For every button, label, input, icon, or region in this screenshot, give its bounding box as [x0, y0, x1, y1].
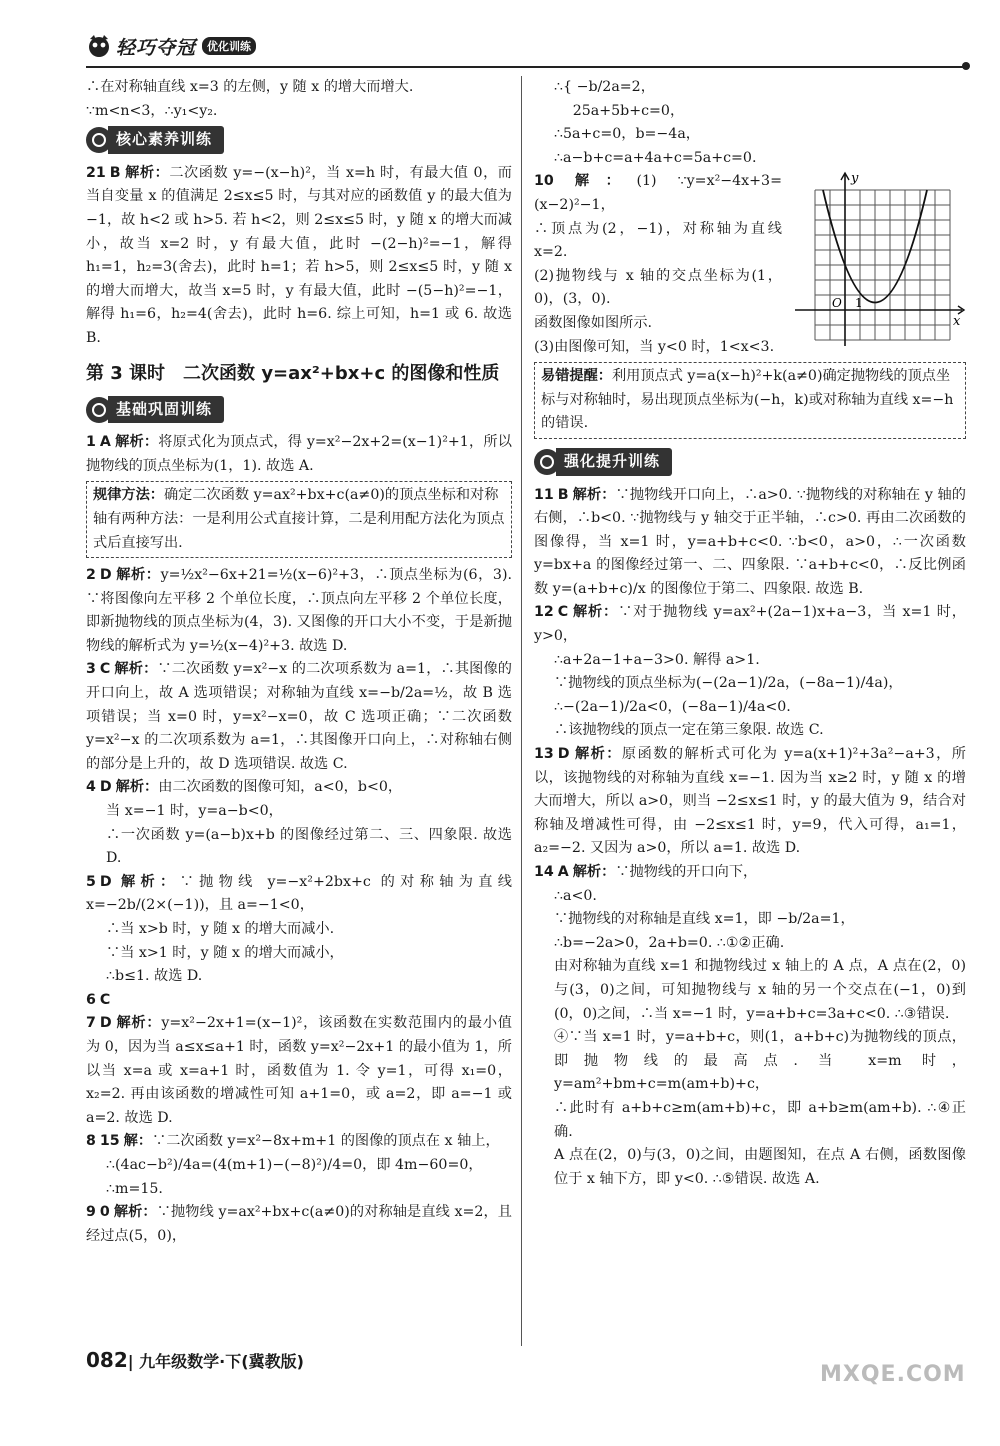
- question-7: [86, 1012, 512, 1130]
- solution-text: ∵二次函数 y=x²−x 的二次项系数为 a=1，∴其图像的开口向上，故 A 选项错误；对称轴为直线 x=−b/2a=½，故 B 选项错误；当 x=0 时，y=x²−x=0，故 C 选项正确；∵二次函数 y=x²−x 的二次项系数为 a=1，∴其图像开口向上，∴对称轴右侧的部分是上升的，故 D 选项错误. 故选 C.: [86, 661, 512, 772]
- tick-label-one: 1: [855, 296, 863, 311]
- section-badge-icon: [534, 449, 560, 475]
- question-number: 5: [86, 873, 96, 890]
- tip-text: 利用顶点式 y=a(x−h)²+k(a≠0)确定抛物线的顶点坐标与对称轴时，易出现顶点坐标为(−h，k)或对称轴为直线 x=−h 的错误.: [541, 368, 954, 432]
- solution-line: ∴{ −b/2a=2，: [554, 79, 655, 95]
- answer-letter: A: [557, 864, 569, 880]
- section-banner-advanced: [534, 448, 672, 476]
- question-number: 7: [86, 1015, 96, 1032]
- section-banner-label: 基础巩固训练: [108, 396, 224, 424]
- solution-line: ∴(4ac−b²)/4a=(4(m+1)−(−8)²)/4=0，即 4m−60=0，: [106, 1156, 483, 1173]
- question-number: 2: [86, 567, 96, 584]
- question-3: [86, 658, 512, 776]
- question-number: 10: [534, 173, 554, 190]
- solution-label: 解析：: [115, 1015, 162, 1032]
- solution-label: 解析：: [115, 873, 180, 890]
- intro-line-2: ∵m<n<3，∴y₁<y₂.: [86, 102, 218, 119]
- method-tip-box: [86, 481, 512, 558]
- solution-text: 将原式化为顶点式，得 y=x²−2x+2=(x−1)²+1，所以抛物线的顶点坐标为(1，1). 故选 A.: [86, 434, 512, 474]
- question-4: [86, 776, 512, 800]
- solution-line: 函数图像如图所示.: [534, 314, 653, 331]
- header-rule: [86, 66, 966, 68]
- question-number: 6: [86, 991, 96, 1008]
- section-badge-icon: [86, 397, 112, 423]
- solution-line: ∴该抛物线的顶点一定在第三象限. 故选 C.: [554, 722, 824, 739]
- answer-letter: D: [557, 746, 570, 763]
- solution-line: (3)由图像可知，当 y<0 时，1<x<3.: [534, 338, 775, 355]
- solution-line: ∴−(2a−1)/2a<0，(−8a−1)/4a<0.: [554, 698, 791, 715]
- solution-line: ∴a+2a−1+a−3>0. 解得 a>1.: [554, 651, 760, 668]
- solution-line: ∴5a+c=0，b=−4a，: [554, 126, 700, 143]
- solution-label: 解析：: [114, 661, 158, 678]
- solution-label: 解：: [123, 1133, 153, 1150]
- answer-letter: B: [109, 164, 121, 181]
- lesson-title: 第 3 课时 二次函数 y=ax²+bx+c 的图像和性质: [86, 362, 500, 384]
- solution-line: ∵对于抛物线 y=ax²+(2a−1)x+a−3，当 x=1 时，y>0，: [534, 604, 966, 645]
- column-divider: [521, 76, 522, 1346]
- solution-label: 解析：: [572, 486, 616, 503]
- solution-line: 由对称轴为直线 x=1 和抛物线过 x 轴上的 A 点，A 点在(2，0)与(3，0)之间，可知抛物线与 x 轴的另一个交点在(−1，0)到(0，0)之间，∴当 x=−1 时，y=a+b+c=3a+c<0. ∴③错误.: [554, 958, 966, 1022]
- answer-letter: A: [99, 434, 111, 451]
- question-number: 4: [86, 779, 96, 796]
- solution-label: 解：: [574, 173, 637, 190]
- question-number: 9: [86, 1204, 96, 1221]
- header-rule-dot: [962, 62, 970, 70]
- question-number: 11: [534, 486, 554, 503]
- intro-line-1: ∴在对称轴直线 x=3 的左侧，y 随 x 的增大而增大.: [86, 79, 414, 95]
- solution-line: ∵当 x>1 时，y 随 x 的增大而减小，: [106, 944, 344, 961]
- answer-letter: C: [99, 661, 111, 678]
- solution-line: A 点在(2，0)与(3，0)之间，由题图知，在点 A 右侧，函数图像位于 x 轴下方，即 y<0. ∴⑤错误. 故选 A.: [554, 1147, 966, 1187]
- solution-line: ④∵当 x=1 时，y=a+b+c，则(1，a+b+c)为抛物线的顶点，即抛物线的最高点. 当 x=m 时，y=am²+bm+c=m(am+b)+c，: [554, 1029, 966, 1093]
- solution-label: 解析：: [113, 1204, 157, 1221]
- question-21: [86, 162, 512, 351]
- solution-text: y=x²−2x+1=(x−1)²，该函数在实数范围内的最小值为 0，因为当 a≤x≤a+1 时，函数 y=x²−2x+1 的最小值为 1，所以当 x=a 或 x=a+1 时，函数值为 1. 令 y=1，可得 x₁=0，x₂=2. 再由该函数的增减性可知 a+1=0，或 a=2，即 a=−1 或 a=2. 故选 D.: [86, 1015, 512, 1126]
- tip-label: 规律方法：: [93, 487, 164, 504]
- question-13: [534, 743, 966, 861]
- solution-line: ∴a<0.: [554, 887, 597, 904]
- solution-line: 25a+5b+c=0，: [554, 102, 685, 119]
- answer-letter: D: [99, 1015, 112, 1032]
- question-number: 21: [86, 164, 106, 181]
- solution-line: 由二次函数的图像可知，a<0，b<0，: [158, 779, 403, 796]
- brand-badge: 优化训练: [202, 37, 256, 55]
- solution-label: 解析：: [124, 164, 170, 181]
- solution-text: 二次函数 y=−(x−h)²，当 x=h 时，有最大值 0，而当自变量 x 的值满足 2≤x≤5 时，与其对应的函数值 y 的最大值为−1，故 h<2 或 h>5. 若 h<2，则 2≤x≤5 时，y 随 x 的增大而减小，故当 x=2 时，y 有最大值，此时 −(2−h)²=−1，解得 h₁=1，h₂=3(舍去)，此时 h=1；若 h>5，则 2≤x≤5 时，y 随 x 的增大而增大，故当 x=5 时，y 有最大值，此时 −(5−h)²=−1，解得 h₁=6，h₂=4(舍去)，此时 h=6. 综上可知，h=1 或 6. 故选 B.: [86, 164, 512, 346]
- answer-letter: C: [99, 991, 111, 1008]
- question-6: [86, 989, 512, 1013]
- answer-letter: D: [99, 567, 112, 584]
- brand-logo: [86, 30, 256, 62]
- solution-line: ∵抛物线 y=−x²+2bx+c 的对称轴为直线 x=−2b/(2×(−1))，且 a=−1<0，: [86, 873, 512, 914]
- solution-label: 解析：: [115, 779, 159, 796]
- graph-grid: [815, 190, 950, 340]
- solution-text: y=½x²−6x+21=½(x−6)²+3，∴顶点坐标为(6，3). ∵将图像向左平移 2 个单位长度，∴顶点向左平移 2 个单位长度，即新抛物线的顶点坐标为(4，3). 又图像的开口大小不变，于是新抛物线的解析式为 y=½(x−4)²+3. 故选 D.: [86, 567, 512, 654]
- solution-line: (1) ∵y=x²−4x+3=(x−2)²−1，: [534, 173, 782, 213]
- question-12: [534, 601, 966, 648]
- solution-text: ∵抛物线 y=ax²+bx+c(a≠0)的对称轴是直线 x=2，且经过点(5，0)，: [86, 1204, 512, 1244]
- answer-letter: D: [99, 779, 112, 796]
- section-banner-basic: [86, 396, 224, 424]
- solution-line: ∴m=15.: [106, 1180, 163, 1197]
- solution-line: ∴a−b+c=a+4a+c=5a+c=0.: [554, 149, 757, 166]
- solution-label: 解析：: [572, 604, 619, 621]
- question-number: 14: [534, 864, 554, 880]
- book-title: 九年级数学·下(冀教版): [139, 1352, 304, 1371]
- origin-label: O: [832, 296, 842, 311]
- solution-line: ∴一次函数 y=(a−b)x+b 的图像经过第二、三、四象限. 故选 D.: [106, 826, 512, 867]
- question-number: 12: [534, 604, 554, 621]
- page-header: [86, 30, 966, 74]
- question-1: [86, 431, 512, 478]
- error-tip-box: [534, 362, 966, 439]
- solution-line: ∴顶点为(2，−1)，对称轴为直线 x=2.: [534, 220, 782, 261]
- section-badge-icon: [86, 127, 112, 153]
- answer-value: 15: [99, 1133, 120, 1150]
- section-banner-label: 核心素养训练: [108, 126, 224, 154]
- solution-label: 解析：: [114, 434, 159, 451]
- solution-line: ∴当 x>b 时，y 随 x 的增大而减小.: [106, 921, 335, 937]
- x-axis-label: x: [953, 314, 961, 330]
- solution-label: 解析：: [573, 746, 622, 763]
- solution-line: ∴此时有 a+b+c≥m(am+b)+c，即 a+b≥m(am+b). ∴④正确.: [554, 1099, 966, 1140]
- solution-line: 当 x=−1 时，y=a−b<0，: [106, 803, 283, 820]
- page-footer: 082| 九年级数学·下(冀教版): [86, 1348, 304, 1372]
- section-banner-core: [86, 126, 224, 154]
- solution-line: ∵抛物线的对称轴是直线 x=1，即 −b/2a=1，: [554, 911, 855, 928]
- solution-line: ∵二次函数 y=x²−8x+m+1 的图像的顶点在 x 轴上，: [152, 1133, 500, 1150]
- site-watermark: MXQE.COM: [820, 1362, 966, 1387]
- solution-line: ∵抛物线的顶点坐标为(−(2a−1)/2a，(−8a−1)/4a)，: [554, 675, 903, 692]
- answer-letter: C: [557, 604, 569, 621]
- right-column: [534, 76, 966, 1191]
- solution-line: ∴b=−2a>0，2a+b=0. ∴①②正确.: [554, 934, 785, 951]
- left-column: [86, 76, 512, 1248]
- brand-name: 轻巧夺冠: [116, 36, 197, 59]
- tip-text: 确定二次函数 y=ax²+bx+c(a≠0)的顶点坐标和对称轴有两种方法：一是利用公式直接计算，二是利用配方法化为顶点式后直接写出.: [93, 487, 505, 551]
- question-8: [86, 1130, 512, 1154]
- page-number: 082: [86, 1348, 128, 1372]
- question-number: 13: [534, 746, 554, 763]
- solution-text: 原函数的解析式可化为 y=a(x+1)²+3a²−a+3，所以，该抛物线的对称轴为直线 x=−1. 因为当 x≥2 时，y 随 x 的增大而增大，所以 a>0，则当 −2≤x≤1 时，y 的最大值为 9，结合对称轴及增减性可得，由 −2≤x≤1 时，y=9，代入可得，a₁=1，a₂=−2. 又因为 a>0，所以 a=1. 故选 D.: [534, 746, 966, 857]
- question-2: [86, 564, 512, 658]
- answer-letter: D: [99, 873, 112, 890]
- question-14: [534, 861, 966, 885]
- question-number: 3: [86, 661, 96, 678]
- y-axis-label: y: [851, 171, 859, 187]
- solution-label: 解析：: [572, 864, 616, 880]
- question-number: 1: [86, 434, 96, 451]
- solution-line: ∴b≤1. 故选 D.: [106, 968, 203, 985]
- parabola-graph-svg: [790, 170, 966, 348]
- solution-line: (2)抛物线与 x 轴的交点坐标为(1，0)，(3，0).: [534, 267, 782, 308]
- question-11: [534, 484, 966, 602]
- solution-text: ∵抛物线开口向上，∴a>0. ∵抛物线的对称轴在 y 轴的右侧，∴b<0. ∵抛物线与 y 轴交于正半轴，∴c>0. 再由二次函数的图像得，当 x=1 时，y=a+b+c<0. ∵b<0，a>0，∴一次函数 y=bx+a 的图像经过第一、二、四象限. ∵a+b+c<0，∴反比例函数 y=(a+b+c)/x 的图像位于第二、四象限. 故选 B.: [534, 486, 966, 597]
- answer-value: 0: [99, 1204, 110, 1221]
- section-banner-label: 强化提升训练: [556, 448, 672, 476]
- question-9: [86, 1201, 512, 1248]
- solution-line: ∵抛物线的开口向下，: [615, 864, 758, 880]
- question-5: [86, 871, 512, 918]
- answer-letter: B: [557, 486, 569, 503]
- solution-label: 解析：: [115, 567, 161, 584]
- question-number: 8: [86, 1133, 96, 1150]
- parabola-graph: [790, 170, 966, 348]
- tip-label: 易错提醒：: [541, 368, 612, 385]
- mascot-icon: [86, 33, 112, 59]
